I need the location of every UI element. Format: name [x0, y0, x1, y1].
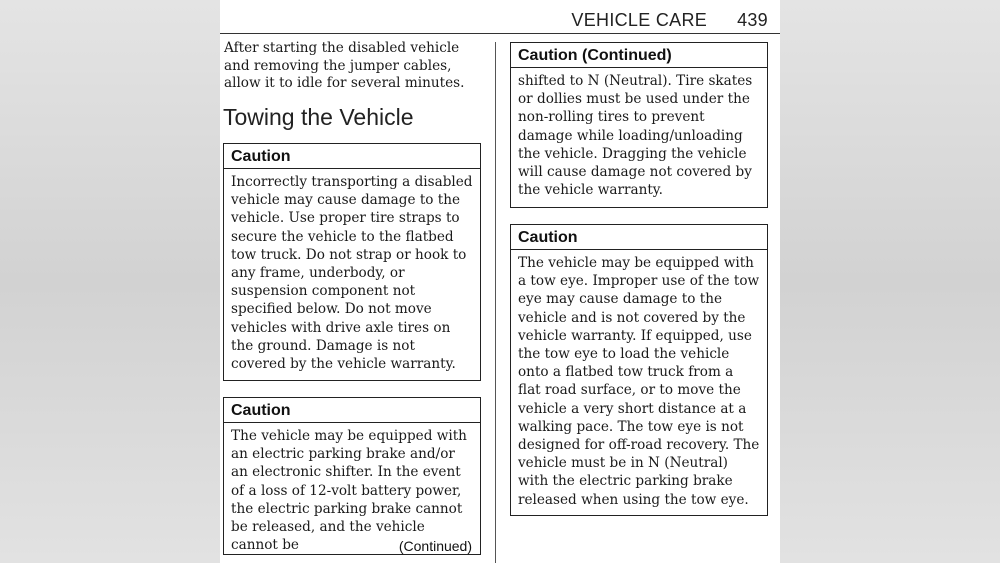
- header-section: VEHICLE CARE: [571, 10, 708, 30]
- caution-box-continued: [510, 42, 768, 208]
- caution-box-1: [223, 143, 481, 381]
- caution-box-3: [510, 224, 768, 516]
- background-left: [0, 0, 220, 563]
- caution-box-1-title: Caution: [224, 144, 480, 169]
- caution-box-1-body: Incorrectly transporting a disabled vehicle may cause damage to the vehicle. Use proper tire straps to secure the vehicle to the flatbed tow truck. Do not strap or hook to any frame, underbody, or suspension component not specified below. Do not move vehicles with drive axle tires on the ground. Damage is not covered by the vehicle warranty.: [231, 174, 473, 373]
- header-rule: [220, 33, 780, 34]
- column-divider: [495, 42, 496, 563]
- caution-box-2-title: Caution: [224, 398, 480, 423]
- page-header: [571, 10, 768, 31]
- caution-box-continued-title: Caution (Continued): [511, 43, 767, 68]
- manual-page: [220, 0, 780, 563]
- caution-box-continued-body: shifted to N (Neutral). Tire skates or dollies must be used under the non-rolling tires to prevent damage while loading/unloading the vehicle. Dragging the vehicle will cause damage not covered by the vehicle warranty.: [518, 73, 753, 199]
- caution-box-3-title: Caution: [511, 225, 767, 250]
- background-right: [780, 0, 1000, 563]
- caution-box-3-body: The vehicle may be equipped with a tow eye. Improper use of the tow eye may cause damage to the vehicle and is not covered by the vehicle warranty. If equipped, use the tow eye to load the vehicle onto a flatbed tow truck from a flat road surface, or to move the vehicle a very short distance at a walking pace. The tow eye is not designed for off-road recovery. The vehicle must be in N (Neutral) with the electric parking brake released when using the tow eye.: [518, 255, 760, 508]
- caution-box-2: [223, 397, 481, 555]
- caution-box-2-body: The vehicle may be equipped with an electric parking brake and/or an electronic shifter. In the event of a loss of 12-volt battery power, the electric parking brake cannot be released, and the vehicle cannot be: [231, 428, 467, 554]
- section-title: Towing the Vehicle: [223, 104, 414, 130]
- page-number: 439: [737, 10, 768, 30]
- continued-label: (Continued): [398, 538, 472, 554]
- intro-paragraph: After starting the disabled vehicle and removing the jumper cables, allow it to idle for several minutes.: [224, 40, 465, 91]
